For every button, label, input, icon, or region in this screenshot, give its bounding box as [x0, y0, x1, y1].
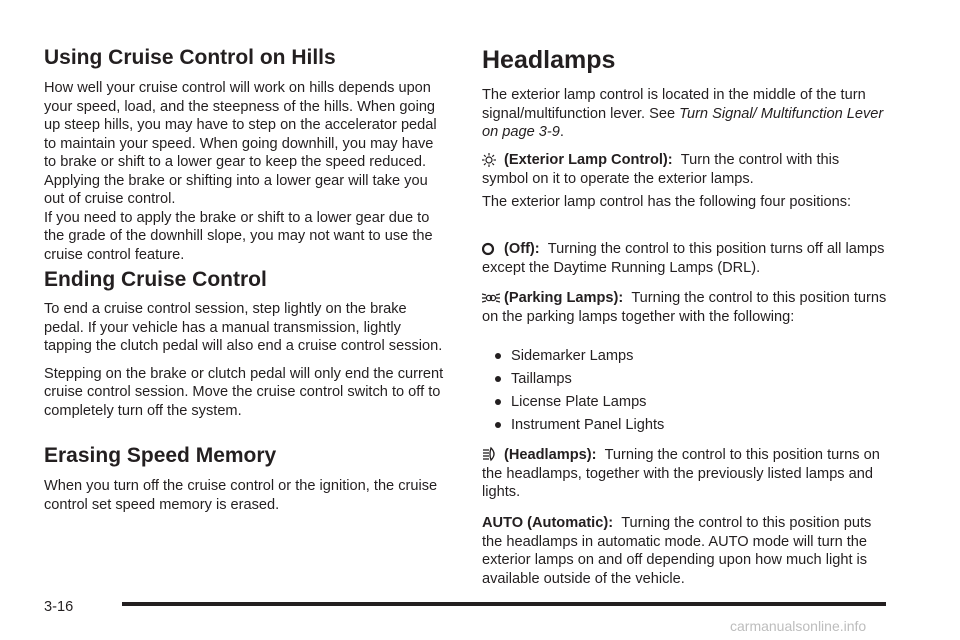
off-label: (Off): [504, 241, 540, 257]
bullet-icon [495, 422, 501, 428]
headlamps-heading-block [482, 45, 887, 75]
auto-text: Turning the control to this position puts the headlamps in automatic mode. AUTO mode will turn the exterior lamps on and off depending upon how much light is available outside of the vehicle. [482, 515, 872, 587]
bullet-icon [495, 353, 501, 359]
off-paragraph [482, 240, 887, 277]
bullet-icon [495, 376, 501, 382]
list-item-text: Taillamps [511, 371, 572, 387]
headlamps-label: (Headlamps): [504, 447, 597, 463]
erasing-section [44, 443, 449, 469]
list-item [482, 368, 887, 391]
positions-intro: The exterior lamp control has the following four positions: [482, 194, 852, 210]
intro-paragraph [482, 86, 887, 142]
ending-section [44, 267, 449, 293]
list-item [482, 414, 887, 437]
exterior-lamp-label: (Exterior Lamp Control): [504, 152, 673, 168]
intro-end: . [559, 124, 564, 140]
hills-paragraph-1: How well your cruise control will work on hills depends upon your speed, load, and the steepness of the hills. When going up steep hills, you may have to step on the accelerator pedal to maintain your speed. When going downhill, you may have to brake or shift to a lower gear to keep the speed reduced. Applying the brake or shifting into a lower gear will take you out of cruise control. [44, 80, 437, 207]
list-item [482, 391, 887, 414]
sun-icon [482, 153, 504, 167]
off-circle-icon [482, 242, 504, 256]
auto-position-block [482, 514, 887, 588]
parking-text: Turning the control to this position turns on the parking lamps together with the following: [482, 290, 887, 325]
off-text: Turning the control to this position turns off all lamps except the Daytime Running Lamps (DRL). [482, 241, 885, 276]
list-item [482, 345, 887, 368]
auto-paragraph [482, 514, 887, 588]
headlamps-paragraph [482, 446, 887, 502]
hills-heading: Using Cruise Control on Hills [44, 46, 336, 69]
hills-paragraph-2: If you need to apply the brake or shift to a lower gear due to the grade of the downhill slope, you may not want to use the cruise control feature. [44, 209, 433, 263]
intro-block [482, 86, 887, 142]
bullet-icon [495, 399, 501, 405]
ending-body [44, 300, 449, 420]
parking-lamps-list-block [482, 345, 887, 437]
parking-lamps-list [482, 345, 887, 437]
exterior-lamp-paragraph [482, 151, 887, 188]
ending-heading: Ending Cruise Control [44, 268, 267, 291]
headlamps-position-block [482, 446, 887, 502]
list-item-text: License Plate Lamps [511, 394, 647, 410]
headlamp-icon [482, 446, 504, 462]
list-item-text: Sidemarker Lamps [511, 348, 634, 364]
exterior-lamp-control-block [482, 151, 887, 188]
page-number: 3-16 [44, 599, 74, 615]
parking-lamps-icon [482, 291, 504, 305]
headlamps-heading: Headlamps [482, 46, 616, 74]
hills-body [44, 79, 449, 264]
footer-rule [122, 602, 886, 606]
positions-intro-block [482, 193, 887, 212]
list-item-text: Instrument Panel Lights [511, 417, 665, 433]
ending-paragraph-1: To end a cruise control session, step lightly on the brake pedal. If your vehicle has a manual transmission, lightly tapping the clutch pedal will also end a cruise control session. [44, 301, 443, 354]
turn-signal-reference-link[interactable]: Turn Signal/ Multifunction Lever on page 3-9 [482, 105, 884, 140]
erasing-paragraph-1: When you turn off the cruise control or the ignition, the cruise control set speed memory is erased. [44, 478, 438, 513]
intro-text: The exterior lamp control is located in the middle of the turn signal/multifunction lever. See [482, 87, 866, 122]
erasing-body [44, 477, 449, 514]
exterior-lamp-text: Turn the control with this symbol on it to operate the exterior lamps. [482, 152, 840, 187]
parking-position-block [482, 289, 887, 326]
watermark: carmanualsonline.info [730, 618, 867, 634]
ending-paragraph-2: Stepping on the brake or clutch pedal will only end the current cruise control session. Move the cruise control switch to off to completely turn off the system. [44, 365, 444, 419]
erasing-heading: Erasing Speed Memory [44, 444, 277, 467]
off-position-block [482, 240, 887, 277]
hills-section [44, 45, 449, 71]
parking-label: (Parking Lamps): [504, 290, 624, 306]
auto-label: AUTO (Automatic): [482, 515, 614, 531]
parking-paragraph [482, 289, 887, 326]
headlamps-text: Turning the control to this position turns on the headlamps, together with the previously listed lamps and lights. [482, 447, 880, 500]
